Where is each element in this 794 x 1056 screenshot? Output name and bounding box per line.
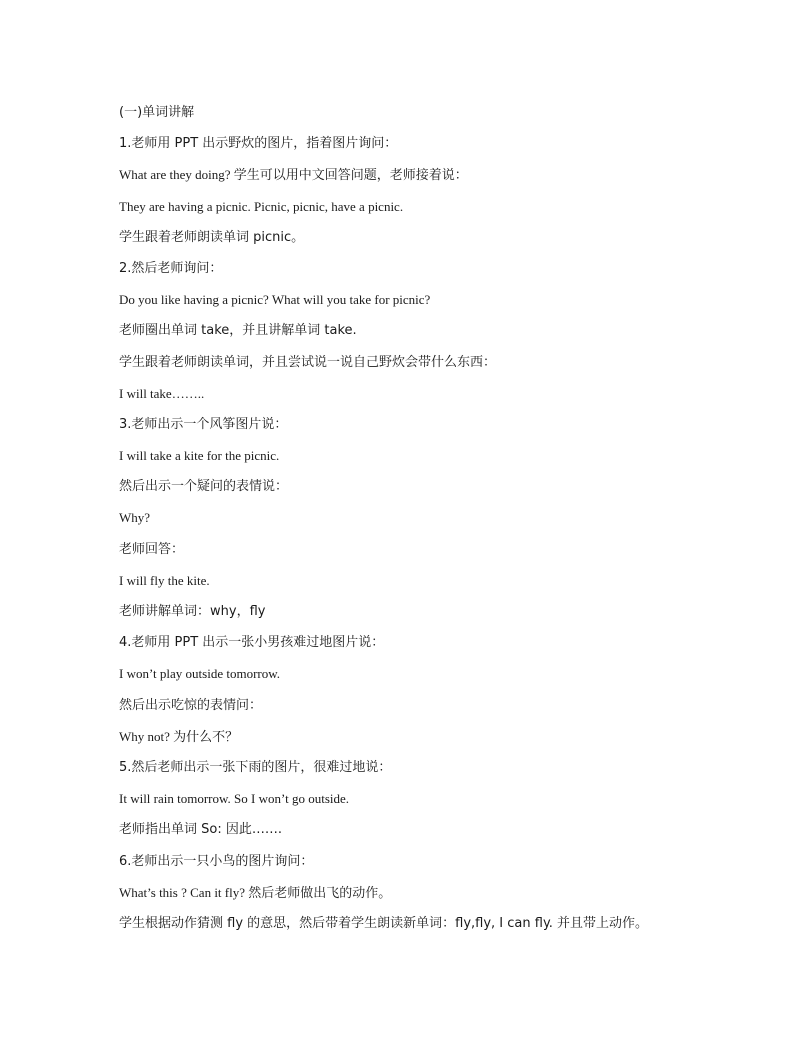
text-line: 学生跟着老师朗读单词 picnic。 [119, 229, 305, 245]
document-body [119, 101, 719, 943]
text-line: 然后出示一个疑问的表情说： [119, 479, 289, 495]
text-line: Why? [119, 510, 151, 526]
text-line: 学生根据动作猜测 fly 的意思，然后带着学生朗读新单词：fly,fly, I can fly. 并且带上动作。 [119, 915, 649, 931]
text-line: 3.老师出示一个风筝图片说： [119, 416, 288, 432]
text-line: What are they doing? 学生可以用中文回答问题，老师接着说： [119, 167, 468, 183]
text-line: It will rain tomorrow. So I won’t go outside. [119, 791, 350, 807]
text-line: What’s this ? Can it fly? 然后老师做出飞的动作。 [119, 884, 392, 900]
text-line: 4.老师用 PPT 出示一张小男孩难过地图片说： [119, 635, 385, 651]
text-line: 2.然后老师询问： [119, 260, 223, 276]
text-line: 然后出示吃惊的表情问： [119, 697, 263, 713]
text-line: They are having a picnic. Picnic, picnic, have a picnic. [119, 198, 404, 214]
text-line: I will take…….. [119, 385, 205, 401]
text-line: I will take a kite for the picnic. [119, 448, 280, 464]
text-line: 学生跟着老师朗读单词，并且尝试说一说自己野炊会带什么东西： [119, 354, 497, 370]
text-line: 5.然后老师出示一张下雨的图片，很难过地说： [119, 759, 392, 775]
text-line: (一)单词讲解 [119, 105, 195, 120]
text-line: I will fly the kite. [119, 572, 210, 588]
text-line: I won’t play outside tomorrow. [119, 666, 281, 682]
text-line: Why not? 为什么不？ [119, 728, 239, 744]
text-line: 老师圈出单词 take，并且讲解单词 take. [119, 323, 357, 339]
text-line: 老师讲解单词：why，fly [119, 604, 266, 619]
text-line: 1.老师用 PPT 出示野炊的图片，指着图片询问： [119, 136, 398, 152]
text-line: 老师回答： [119, 541, 185, 557]
text-line: Do you like having a picnic? What will you take for picnic? [119, 292, 431, 308]
text-line: 6.老师出示一只小鸟的图片询问： [119, 853, 314, 869]
text-line: 老师指出单词 So: 因此……. [119, 822, 282, 838]
